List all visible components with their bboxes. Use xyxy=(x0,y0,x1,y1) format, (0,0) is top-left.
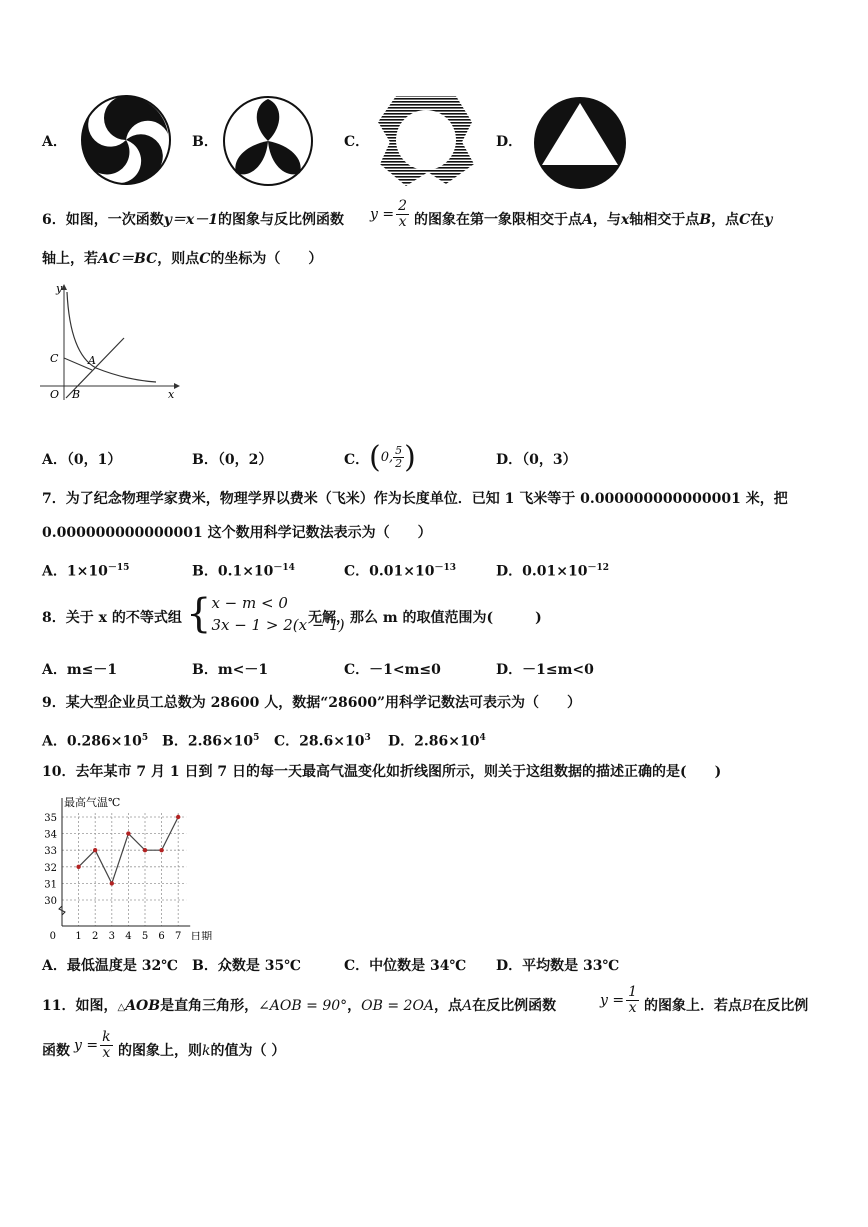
data-point xyxy=(93,848,97,852)
q7-option-b xyxy=(192,559,295,581)
q7-option-d xyxy=(496,559,609,581)
q6-text: ，点 xyxy=(711,212,740,228)
fraction xyxy=(626,985,639,1016)
data-point xyxy=(110,881,114,885)
question-number: 11．如图， xyxy=(42,998,118,1014)
x-axis-title: 日期 xyxy=(190,930,213,940)
denominator: x xyxy=(628,1000,637,1016)
exponent: －12 xyxy=(587,563,609,573)
q11-line2-start: 函数 xyxy=(42,1043,70,1059)
denominator: x xyxy=(102,1045,111,1061)
numerator: 1 xyxy=(628,984,638,1000)
q11-text: 在反比例 xyxy=(752,998,809,1014)
numerator: 5 xyxy=(395,444,403,457)
y-tick-label: 34 xyxy=(44,829,57,841)
option-text: B．2.86×10 xyxy=(162,733,254,750)
data-point xyxy=(126,831,130,835)
option-text: B．0.1×10 xyxy=(192,563,274,580)
fraction xyxy=(396,199,409,230)
q7-line2: 0.000000000000001 这个数用科学记数法表示为（ ） xyxy=(42,525,432,541)
q11-function-1 xyxy=(600,985,641,1016)
angle-expression: ∠AOB = 90° xyxy=(258,998,348,1014)
q11-text: ，点 xyxy=(434,998,463,1014)
graph-origin-label: O xyxy=(50,388,60,401)
option-text: D．0.01×10 xyxy=(496,563,588,580)
q8-option-c: C．－1<m≤0 xyxy=(344,662,441,678)
question-number: 6． xyxy=(42,212,66,228)
graph-y-label: y xyxy=(56,282,63,295)
data-point xyxy=(76,865,80,869)
q10-option-c: C．中位数是 34℃ xyxy=(344,958,467,974)
fraction xyxy=(100,1030,112,1061)
inequality-1: x − m < 0 xyxy=(211,594,288,612)
x-tick-label: 4 xyxy=(125,931,132,940)
k-var: k xyxy=(202,1043,211,1059)
q10-option-a: A．最低温度是 32℃ xyxy=(42,958,178,974)
q6-text: ，则点 xyxy=(157,251,200,267)
q10-option-b: B．众数是 35℃ xyxy=(192,958,301,974)
inequality-2: 3x − 1 > 2(x − 1) xyxy=(211,616,345,634)
data-point xyxy=(159,848,163,852)
q7-line1: 7．为了纪念物理学家费米，物理学界以费米（飞米）作为长度单位．已知 1 飞米等于 0.000000000000001 米，把 xyxy=(42,491,788,507)
q6-option-d: D．（0，3） xyxy=(496,452,577,468)
q11-text: 的值为（ ） xyxy=(210,1043,286,1059)
left-brace: { xyxy=(186,591,212,637)
triangle-in-circle-icon xyxy=(532,95,628,191)
q6-line2 xyxy=(42,250,322,268)
q6-option-b: B．（0，2） xyxy=(192,452,273,468)
point-b-label: B xyxy=(742,998,753,1014)
q11-function-2 xyxy=(74,1030,115,1061)
exponent: 3 xyxy=(364,733,371,743)
q6-function-lhs: y = xyxy=(370,206,395,223)
x-tick-label: 7 xyxy=(175,931,182,940)
function-lhs: y = xyxy=(600,992,625,1009)
fraction xyxy=(393,445,404,470)
function-lhs: y = xyxy=(74,1037,99,1054)
q6-option-a: A．（0，1） xyxy=(42,452,122,468)
numerator: k xyxy=(102,1029,111,1045)
y-tick-label: 33 xyxy=(44,846,57,858)
y-tick-label: 30 xyxy=(44,896,57,907)
q8-option-d: D．－1≤m<0 xyxy=(496,662,594,678)
q6-text: 轴上，若 xyxy=(42,251,98,267)
option-text: C．0.01×10 xyxy=(344,563,435,580)
triangle-symbol: △ xyxy=(117,1002,126,1013)
q6-function-graph xyxy=(36,282,186,402)
q6-line1 xyxy=(42,211,344,229)
denominator: 2 xyxy=(395,457,403,470)
exponent: －15 xyxy=(107,563,130,573)
x-tick-label: 3 xyxy=(108,931,115,940)
origin-label: 0 xyxy=(49,931,56,940)
q6-option-c-value: (0, $\frac{5}{2}$ ) xyxy=(369,440,416,475)
hatched-flower-icon xyxy=(376,92,476,188)
q6-text: 的图象在第一象限相交于点 xyxy=(414,212,582,228)
length-expression: OB = 2OA xyxy=(361,998,435,1014)
q9-option-d xyxy=(388,729,486,751)
graph-x-label: x xyxy=(168,388,175,401)
q11-text: 的图象上，则 xyxy=(118,1043,202,1059)
q7-option-c xyxy=(344,559,456,581)
exponent: －13 xyxy=(434,563,456,573)
exponent: 4 xyxy=(479,733,486,743)
x-var: x xyxy=(620,212,630,228)
q11-line2-end xyxy=(118,1042,285,1060)
q9-option-c xyxy=(274,729,371,751)
point-a-label: A xyxy=(582,212,593,228)
three-petal-circle-icon xyxy=(222,95,314,187)
point-a-label: A xyxy=(462,998,473,1014)
option-text: D．2.86×10 xyxy=(388,733,480,750)
q8-suffix: 无解，那么 m 的取值范围为( ) xyxy=(308,610,542,626)
point-c-label: C xyxy=(739,212,751,228)
q5-option-a-label: A． xyxy=(42,134,67,150)
graph-point-a: A xyxy=(88,354,96,367)
graph-point-c: C xyxy=(50,352,59,365)
q6-text: 的图象与反比例函数 xyxy=(217,212,344,228)
coord-x: 0, xyxy=(380,450,394,465)
exponent: 5 xyxy=(141,733,149,743)
option-text: A．1×10 xyxy=(42,563,108,580)
y-tick-label: 32 xyxy=(44,862,57,874)
exponent: －14 xyxy=(273,563,295,573)
q6-text: 的坐标为（ ） xyxy=(210,251,323,267)
q11-line1-start xyxy=(42,997,556,1017)
q8-option-a: A．m≤－1 xyxy=(42,662,118,678)
q7-option-a xyxy=(42,559,129,581)
q9-text: 9．某大型企业员工总数为 28600 人，数据“28600”用科学记数法可表示为（ ） xyxy=(42,695,582,711)
option-text: C．28.6×10 xyxy=(274,733,365,750)
q11-line1-end xyxy=(644,997,808,1015)
exponent: 5 xyxy=(253,733,260,743)
point-b-label: B xyxy=(699,212,712,228)
triple-swirl-circle-icon xyxy=(80,94,172,186)
q5-option-d-label: D． xyxy=(496,134,523,150)
option-text: A．0.286×10 xyxy=(42,733,142,750)
q11-text: 的图象上．若点 xyxy=(644,998,742,1014)
x-tick-label: 2 xyxy=(92,931,99,940)
q6-line1-cont xyxy=(414,211,772,229)
y-axis-title: 最高气温℃ xyxy=(64,796,121,809)
y-tick-label: 35 xyxy=(44,813,57,824)
q11-text: ， xyxy=(347,998,362,1014)
q5-option-b-label: B． xyxy=(192,134,218,150)
q6-inverse-function xyxy=(370,199,411,230)
x-tick-label: 1 xyxy=(75,931,82,940)
triangle-name: AOB xyxy=(125,998,161,1014)
graph-point-b: B xyxy=(72,388,81,401)
q9-option-b xyxy=(162,729,259,751)
q9-option-a xyxy=(42,729,148,751)
data-point xyxy=(143,848,147,852)
q11-text: 是直角三角形， xyxy=(160,998,259,1014)
denominator: x xyxy=(398,214,407,230)
q8-prefix: 8．关于 x 的不等式组 xyxy=(42,610,182,626)
q6-text: 轴相交于点 xyxy=(629,212,700,228)
data-point xyxy=(176,815,180,819)
q10-text: 10．去年某市 7 月 1 日到 7 日的每一天最高气温变化如折线图所示，则关于这组数据的描述正确的是( ) xyxy=(42,764,722,780)
q6-linear-equation: y＝x－1 xyxy=(163,212,218,228)
y-var: y xyxy=(764,212,773,228)
q5-option-c-label: C． xyxy=(344,134,370,150)
q8-option-b: B．m<－1 xyxy=(192,662,269,678)
q6-text: ，与 xyxy=(592,212,621,228)
x-tick-label: 6 xyxy=(158,931,165,940)
q6-text: 在 xyxy=(750,212,765,228)
point-c-label: C xyxy=(199,251,211,267)
q6-text: 如图，一次函数 xyxy=(65,212,164,228)
q6-condition: AC＝BC xyxy=(98,251,158,267)
numerator: 2 xyxy=(398,198,408,214)
q6-option-c-label: C． xyxy=(344,452,370,468)
q10-option-d: D．平均数是 33℃ xyxy=(496,958,620,974)
q10-temperature-line-chart xyxy=(38,790,228,940)
y-tick-label: 31 xyxy=(44,879,57,891)
q11-text: 在反比例函数 xyxy=(472,998,557,1014)
x-tick-label: 5 xyxy=(141,931,149,940)
